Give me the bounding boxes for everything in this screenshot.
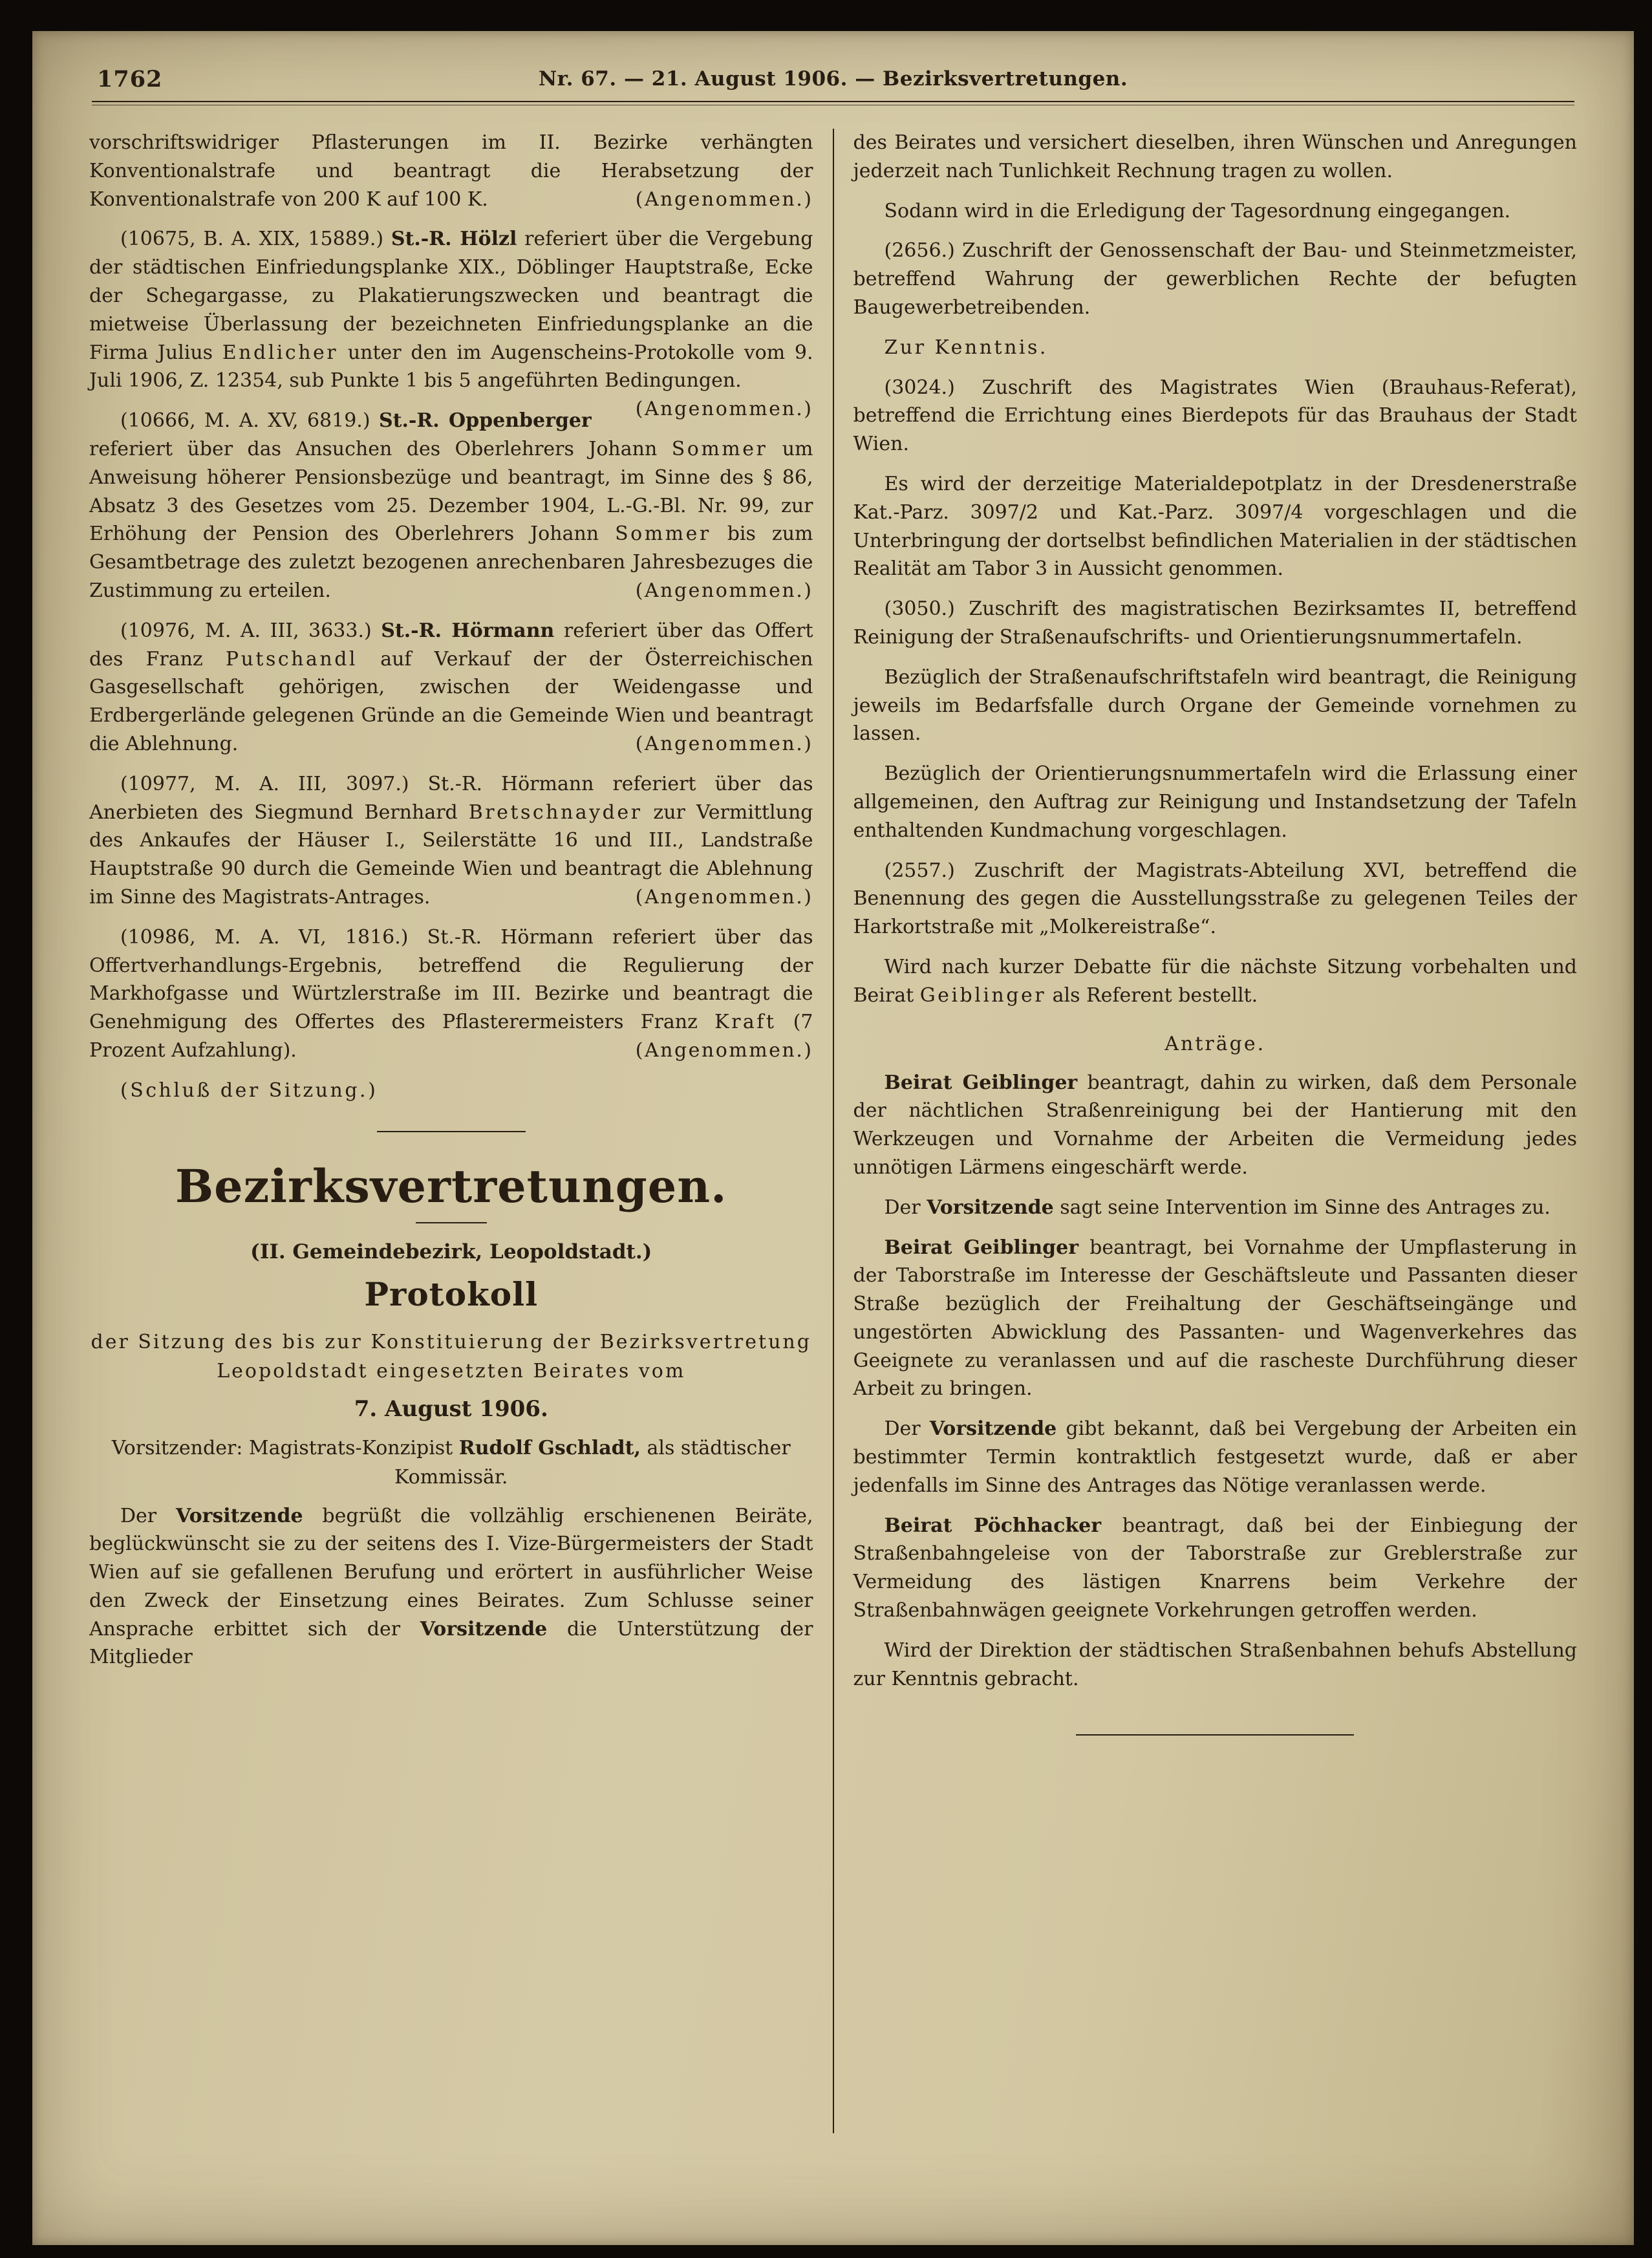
- text-run: unter den im Augenscheins-Protokolle vom 9. Juli 1906, Z. 12354, sub Punkte 1 bis 5 angeführten Bedingungen.: [89, 341, 813, 392]
- text-run: (3050.) Zuschrift des magistratischen Bezirksamtes II, betreffend Reinigung der Straßenaufschrifts- und Orientierungsnummertafeln.: [853, 597, 1577, 649]
- spaced-name: Zur Kenntnis.: [884, 336, 1048, 359]
- protocol-title: [89, 1275, 813, 1313]
- paragraph: [853, 197, 1578, 226]
- divider-rule: [416, 1222, 487, 1223]
- paragraph: [853, 470, 1578, 583]
- text-run: Es wird der derzeitige Materialdepotplatz in der Dresdenerstraße Kat.-Parz. 3097/2 und Kat.-Parz. 3097/4 vorgeschlagen und die Unterbringung der dortselbst befindlichen Materialien in der städtischen Realität am Tabor 3 in Aussicht genommen.: [853, 472, 1577, 581]
- emphasized-name: Rudolf Gschladt,: [458, 1436, 641, 1459]
- resolution-line: [853, 334, 1578, 362]
- resolution-note: (Angenommen.): [635, 1038, 813, 1062]
- paragraph: [853, 953, 1578, 1010]
- text-run: auf Verkauf der der Österreichischen Gasgesellschaft gehörigen, zwischen der Weidengasse und Erdbergerlände gelegenen Gründe an die Gemeinde Wien und beantragt die Ablehnung.: [89, 647, 813, 755]
- text-run: um Anweisung höherer Pensionsbezüge und beantragt, im Sinne des § 86, Absatz 3 des Gesetzes vom 25. Dezember 1904, L.-G.-Bl. Nr. 99, zur Erhöhung der Pension des Oberlehrers Johann: [89, 437, 813, 546]
- paragraph: [853, 1069, 1578, 1182]
- resolution-note: (Angenommen.): [635, 188, 813, 211]
- content-columns: [32, 105, 1634, 2133]
- paragraph: [853, 595, 1578, 652]
- divider-rule: [377, 1131, 526, 1132]
- spaced-name: Bretschnayder: [468, 801, 643, 824]
- paragraph: [853, 1637, 1578, 1694]
- left-column: [89, 129, 813, 2133]
- paragraph: [89, 617, 813, 758]
- text-run: (3024.) Zuschrift des Magistrates Wien (Brauhaus-Referat), betreffend die Errichtung eines Bierdepots für das Brauhaus der Stadt Wien.: [853, 376, 1577, 456]
- paragraph: [853, 1234, 1578, 1404]
- text-run: (10666, M. A. XV, 6819.): [120, 409, 379, 433]
- emphasized-name: St.-R. Hölzl: [391, 228, 517, 251]
- text-run: 7. August 1906.: [354, 1395, 548, 1422]
- chairman-line: [89, 1434, 813, 1492]
- paragraph: [89, 407, 813, 605]
- column-divider: [833, 129, 834, 2133]
- text-run: Protokoll: [364, 1274, 539, 1313]
- resolution-note: (Angenommen.): [635, 732, 813, 755]
- paragraph: [853, 1512, 1578, 1625]
- text-run: Wird nach kurzer Debatte für die nächste Sitzung vorbehalten und Beirat: [853, 955, 1577, 1007]
- text-run: Der: [884, 1417, 930, 1441]
- text-run: beantragt, daß bei der Einbiegung der Straßenbahngeleise von der Taborstraße zur Greblerstraße zur Vermeidung des lästigen Knarrens beim Verkehre der Straßenbahnwägen geeignete Vorkehrungen getroffen werden.: [853, 1514, 1577, 1622]
- emphasized-name: Vorsitzende: [176, 1504, 303, 1527]
- divider-rule: [1076, 1734, 1354, 1736]
- emphasized-name: Beirat Pöchhacker: [884, 1514, 1102, 1537]
- paragraph: [853, 663, 1578, 748]
- resolution-note: (Angenommen.): [635, 579, 813, 602]
- emphasized-name: Vorsitzende: [420, 1617, 548, 1640]
- header-title: Nr. 67. — 21. August 1906. — Bezirksvertretungen.: [538, 67, 1128, 91]
- emphasized-name: Vorsitzende: [927, 1196, 1054, 1219]
- text-run: Der: [120, 1504, 177, 1527]
- text-run: Bezirksvertretungen.: [175, 1159, 727, 1213]
- text-run: als Referent bestellt.: [1046, 984, 1258, 1007]
- text-run: gibt bekannt, daß bei Vergebung der Arbeiten ein bestimmter Termin kontraktlich festgesetzt wurde, daß er aber jedenfalls im Sinne des Antrages das Nötige veranlassen werde.: [853, 1417, 1577, 1497]
- paragraph: [89, 1502, 813, 1672]
- text-run: als städtischer Kommissär.: [394, 1436, 791, 1489]
- text-run: Bezüglich der Straßenaufschriftstafeln wird beantragt, die Reinigung jeweils im Bedarfsfalle durch Organe der Gemeinde vornehmen zu lassen.: [853, 665, 1577, 746]
- text-run: Bezüglich der Orientierungsnummertafeln wird die Erlassung einer allgemeinen, den Auftrag zur Reinigung und Instandsetzung der Tafeln enthaltenden Kundmachung vorgeschlagen.: [853, 762, 1577, 842]
- session-close-note: [89, 1077, 813, 1105]
- text-run: (10976, M. A. III, 3633.): [120, 619, 381, 642]
- section-title: [89, 1159, 813, 1213]
- text-run: des Beirates und versichert dieselben, ihren Wünschen und Anregungen jederzeit nach Tunlichkeit Rechnung tragen zu wollen.: [853, 131, 1577, 182]
- spaced-name: (Schluß der Sitzung.): [120, 1079, 378, 1102]
- resolution-note: (Angenommen.): [635, 885, 813, 909]
- text-run: referiert über das Ansuchen des Oberlehrers Johann: [89, 437, 672, 460]
- paragraph: [853, 237, 1578, 321]
- page-header: [32, 31, 1634, 105]
- session-date: [89, 1396, 813, 1422]
- text-run: sagt seine Intervention im Sinne des Antrages zu.: [1053, 1196, 1550, 1219]
- antraege-heading: [853, 1029, 1578, 1059]
- text-run: Sodann wird in die Erledigung der Tagesordnung eingegangen.: [884, 199, 1511, 222]
- emphasized-name: Beirat Geiblinger: [884, 1071, 1078, 1094]
- paragraph: [89, 129, 813, 213]
- text-run: (10986, M. A. VI, 1816.) St.-R. Hörmann referiert über das Offertverhandlungs-Ergebnis, betreffend die Regulierung der Markhofgasse und Würtzlerstraße im III. Bezirke und beantragt die Genehmigung des Offertes des Pflasterermeisters Franz: [89, 925, 813, 1034]
- header-rule: [92, 101, 1574, 105]
- emphasized-name: St.-R. Oppenberger: [378, 409, 592, 433]
- spaced-name: Putschandl: [225, 647, 358, 671]
- text-run: bis zum Gesamtbetrage des zuletzt bezogenen anrechenbaren Jahresbezuges die Zustimmung zu erteilen.: [89, 522, 813, 602]
- emphasized-name: Beirat Geiblinger: [884, 1236, 1079, 1259]
- paragraph: [853, 1194, 1578, 1222]
- emphasized-name: Vorsitzende: [929, 1417, 1057, 1441]
- text-run: (10977, M. A. III, 3097.) St.-R. Hörmann referiert über das Anerbieten des Siegmund Bernhard: [89, 772, 813, 824]
- text-run: vorschriftswidriger Pflasterungen im II. Bezirke verhängten Konventionalstrafe und beantragt die Herabsetzung der Konventionalstrafe von 200 K auf 100 K.: [89, 131, 813, 211]
- text-run: Vorsitzender: Magistrats-Konzipist: [111, 1436, 459, 1459]
- text-run: Anträge.: [1164, 1032, 1266, 1055]
- paragraph: [853, 857, 1578, 941]
- text-run: (II. Gemeindebezirk, Leopoldstadt.): [250, 1240, 652, 1263]
- text-run: Der: [884, 1196, 927, 1219]
- right-column: [853, 129, 1578, 2133]
- district-subtitle: [89, 1240, 813, 1263]
- text-run: beantragt, dahin zu wirken, daß dem Personale der nächtlichen Straßenreinigung bei der Hantierung mit den Werkzeugen und Vornahme der Arbeiten die Vermeidung jedes unnötigen Lärmens eingeschärft werde.: [853, 1071, 1577, 1179]
- spaced-name: Geiblinger: [919, 984, 1047, 1007]
- paragraph: [853, 760, 1578, 844]
- spaced-name: Sommer: [671, 437, 768, 460]
- resolution-note: (Angenommen.): [635, 398, 813, 421]
- text-run: (7 Prozent Aufzahlung).: [89, 1011, 813, 1062]
- spaced-name: Endlicher: [222, 341, 339, 364]
- paragraph: [853, 374, 1578, 458]
- text-run: referiert über das Offert des Franz: [89, 619, 813, 671]
- text-run: beantragt, bei Vornahme der Umpflasterung in der Taborstraße im Interesse der Geschäftsleute und Passanten dieser Straße bezüglich der Freihaltung der Geschäftseingänge und ungestörten Abwicklung des Passanten- und Wagenverkehres das Geeignete zu veranlassen und auf die rascheste Durchführung dieser Arbeit zu bringen.: [853, 1236, 1577, 1401]
- text-run: (2656.) Zuschrift der Genossenschaft der Bau- und Steinmetzmeister, betreffend Wahrung der gewerblichen Rechte der befugten Baugewerbetreibenden.: [853, 239, 1577, 319]
- text-run: die Unterstützung der Mitglieder: [89, 1617, 813, 1669]
- scanned-page: [32, 31, 1634, 2245]
- paragraph: [853, 1415, 1578, 1500]
- paragraph: [89, 923, 813, 1065]
- text-run: begrüßt die vollzählig erschienenen Beiräte, beglückwünscht sie zu der seitens des I. Vize-Bürgermeisters der Stadt Wien auf sie gefallenen Berufung und erörtert in ausführlicher Weise den Zweck der Einsetzung eines Beirates. Zum Schlusse seiner Ansprache erbittet sich der: [89, 1504, 813, 1640]
- emphasized-name: St.-R. Hörmann: [381, 619, 555, 642]
- text-run: (2557.) Zuschrift der Magistrats-Abteilung XVI, betreffend die Benennung des gegen die Ausstellungsstraße zu gelegenen Teiles der Harkortstraße mit „Molkereistraße“.: [853, 859, 1577, 939]
- text-run: der Sitzung des bis zur Konstituierung der Bezirksvertretung Leopoldstadt eingesetzten Beirates vom: [91, 1330, 811, 1382]
- spaced-name: Sommer: [615, 522, 711, 546]
- text-run: referiert über die Vergebung der städtischen Einfriedungsplanke XIX., Döblinger Hauptstraße, Ecke der Schegargasse, zu Plakatierungszwecken und beantragt die mietweise Überlassung der bezeichneten Einfriedungsplanke an die Firma Julius: [89, 228, 813, 364]
- text-run: (10675, B. A. XIX, 15889.): [120, 228, 391, 251]
- paragraph: [853, 129, 1578, 186]
- text-run: Wird der Direktion der städtischen Straßenbahnen behufs Abstellung zur Kenntnis gebracht.: [853, 1639, 1577, 1690]
- paragraph: [89, 770, 813, 912]
- spaced-name: Kraft: [714, 1011, 777, 1034]
- text-run: zur Vermittlung des Ankaufes der Häuser I., Seilerstätte 16 und III., Landstraße Hauptstraße 90 durch die Gemeinde Wien und beantragt die Ablehnung im Sinne des Magistrats-Antrages.: [89, 801, 813, 909]
- page-number: 1762: [97, 66, 163, 92]
- protocol-intro: [89, 1328, 813, 1386]
